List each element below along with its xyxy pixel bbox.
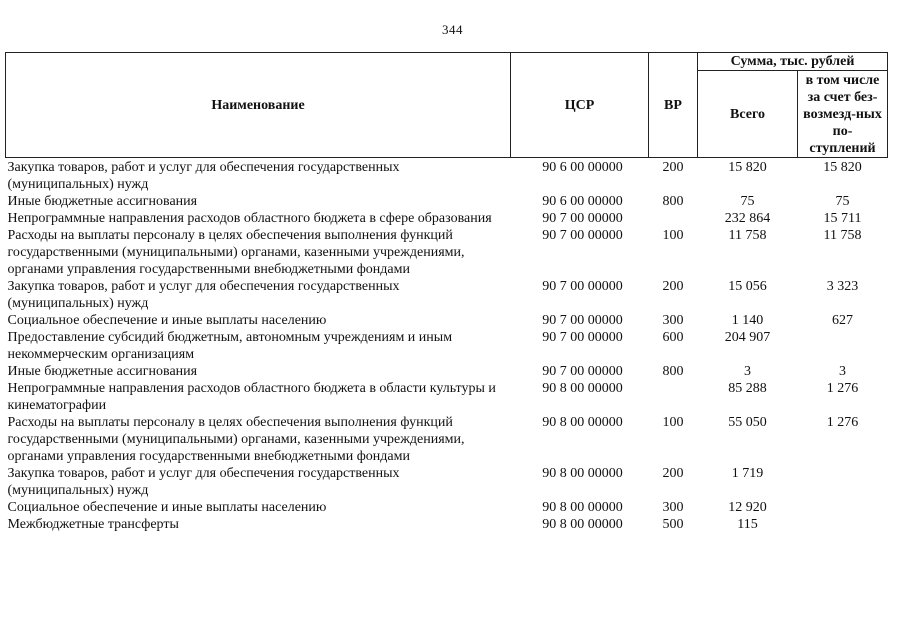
row-name: Непрограммные направления расходов областного бюджета в сфере образования — [7, 211, 492, 226]
row-free-receipts: 75 — [835, 194, 850, 209]
table-row — [6, 414, 888, 465]
table-row — [6, 158, 888, 194]
table-row — [6, 227, 888, 278]
row-csr: 90 7 00 00000 — [542, 313, 623, 328]
row-name: Закупка товаров, работ и услуг для обеспечения государственных (муниципальных) нужд — [7, 466, 400, 498]
row-total: 115 — [737, 517, 758, 532]
row-name: Закупка товаров, работ и услуг для обеспечения государственных (муниципальных) нужд — [7, 160, 400, 192]
row-name: Социальное обеспечение и иные выплаты населению — [7, 313, 327, 328]
row-free-receipts: 1 276 — [826, 415, 859, 430]
row-vr: 800 — [662, 364, 684, 379]
row-free-receipts: 3 — [839, 364, 846, 379]
table-row — [6, 465, 888, 499]
row-total: 12 920 — [728, 500, 767, 515]
row-name: Расходы на выплаты персоналу в целях обеспечения выполнения функций государственными (муниципальными) органами, казенными учреждениями, органами управления государственными внебюджетными фондами — [7, 228, 465, 277]
header-name: Наименование — [6, 53, 511, 158]
row-total: 11 758 — [728, 228, 767, 243]
row-vr: 300 — [662, 313, 684, 328]
row-free-receipts: 627 — [832, 313, 853, 328]
table-row — [6, 210, 888, 227]
row-csr: 90 7 00 00000 — [542, 364, 623, 379]
table-body — [6, 158, 888, 534]
row-total: 3 — [744, 364, 751, 379]
header-free-receipts: в том числе за счет без-возмезд-ных по-ступлений — [798, 71, 888, 158]
header-vr: ВР — [649, 53, 698, 158]
row-csr: 90 6 00 00000 — [542, 160, 623, 175]
row-vr: 300 — [662, 500, 684, 515]
row-vr: 600 — [662, 330, 684, 345]
row-csr: 90 8 00 00000 — [542, 500, 623, 515]
row-name: Непрограммные направления расходов областного бюджета в области культуры и кинематографии — [7, 381, 496, 413]
row-total: 55 050 — [728, 415, 767, 430]
row-vr — [649, 380, 698, 414]
row-csr: 90 6 00 00000 — [542, 194, 623, 209]
row-name: Иные бюджетные ассигнования — [7, 194, 198, 209]
row-name: Расходы на выплаты персоналу в целях обеспечения выполнения функций государственными (муниципальными) органами, казенными учреждениями, органами управления государственными внебюджетными фондами — [7, 415, 465, 464]
row-free-receipts: 1 276 — [826, 381, 859, 396]
row-csr: 90 8 00 00000 — [542, 415, 623, 430]
row-name: Социальное обеспечение и иные выплаты населению — [7, 500, 327, 515]
row-name: Закупка товаров, работ и услуг для обеспечения государственных (муниципальных) нужд — [7, 279, 400, 311]
header-total: Всего — [698, 71, 798, 158]
table-row — [6, 499, 888, 516]
table-row — [6, 516, 888, 533]
row-free-receipts — [798, 499, 888, 516]
row-csr: 90 8 00 00000 — [542, 517, 623, 532]
table-row — [6, 278, 888, 312]
row-free-receipts: 11 758 — [823, 228, 862, 243]
row-name: Предоставление субсидий бюджетным, автономным учреждениям и иным некоммерческим организациям — [7, 330, 453, 362]
row-total: 204 907 — [724, 330, 771, 345]
row-free-receipts: 15 711 — [823, 211, 862, 226]
row-csr: 90 7 00 00000 — [542, 228, 623, 243]
row-name: Иные бюджетные ассигнования — [7, 364, 198, 379]
row-csr: 90 8 00 00000 — [542, 381, 623, 396]
table-header — [6, 53, 888, 158]
table-row — [6, 380, 888, 414]
row-vr: 100 — [662, 228, 684, 243]
row-free-receipts — [798, 329, 888, 363]
row-vr — [649, 210, 698, 227]
page-number: 344 — [442, 22, 463, 37]
row-vr: 800 — [662, 194, 684, 209]
row-free-receipts — [798, 516, 888, 533]
table-row — [6, 363, 888, 380]
row-name: Межбюджетные трансферты — [7, 517, 179, 532]
row-total: 15 056 — [728, 279, 767, 294]
table-row — [6, 193, 888, 210]
header-csr: ЦСР — [511, 53, 649, 158]
header-sum-group: Сумма, тыс. рублей — [698, 53, 888, 71]
row-csr: 90 7 00 00000 — [542, 279, 623, 294]
row-free-receipts: 3 323 — [826, 279, 859, 294]
row-total: 1 140 — [731, 313, 764, 328]
row-vr: 200 — [662, 279, 684, 294]
table-row — [6, 312, 888, 329]
row-csr: 90 7 00 00000 — [542, 330, 623, 345]
row-total: 232 864 — [724, 211, 771, 226]
row-free-receipts: 15 820 — [823, 160, 862, 175]
row-free-receipts — [798, 465, 888, 499]
row-total: 15 820 — [728, 160, 767, 175]
row-vr: 500 — [662, 517, 684, 532]
row-total: 85 288 — [728, 381, 767, 396]
row-vr: 100 — [662, 415, 684, 430]
row-csr: 90 7 00 00000 — [542, 211, 623, 226]
row-total: 75 — [740, 194, 755, 209]
row-vr: 200 — [662, 466, 684, 481]
row-total: 1 719 — [731, 466, 764, 481]
row-vr: 200 — [662, 160, 684, 175]
budget-table — [5, 52, 888, 533]
row-csr: 90 8 00 00000 — [542, 466, 623, 481]
table-row — [6, 329, 888, 363]
